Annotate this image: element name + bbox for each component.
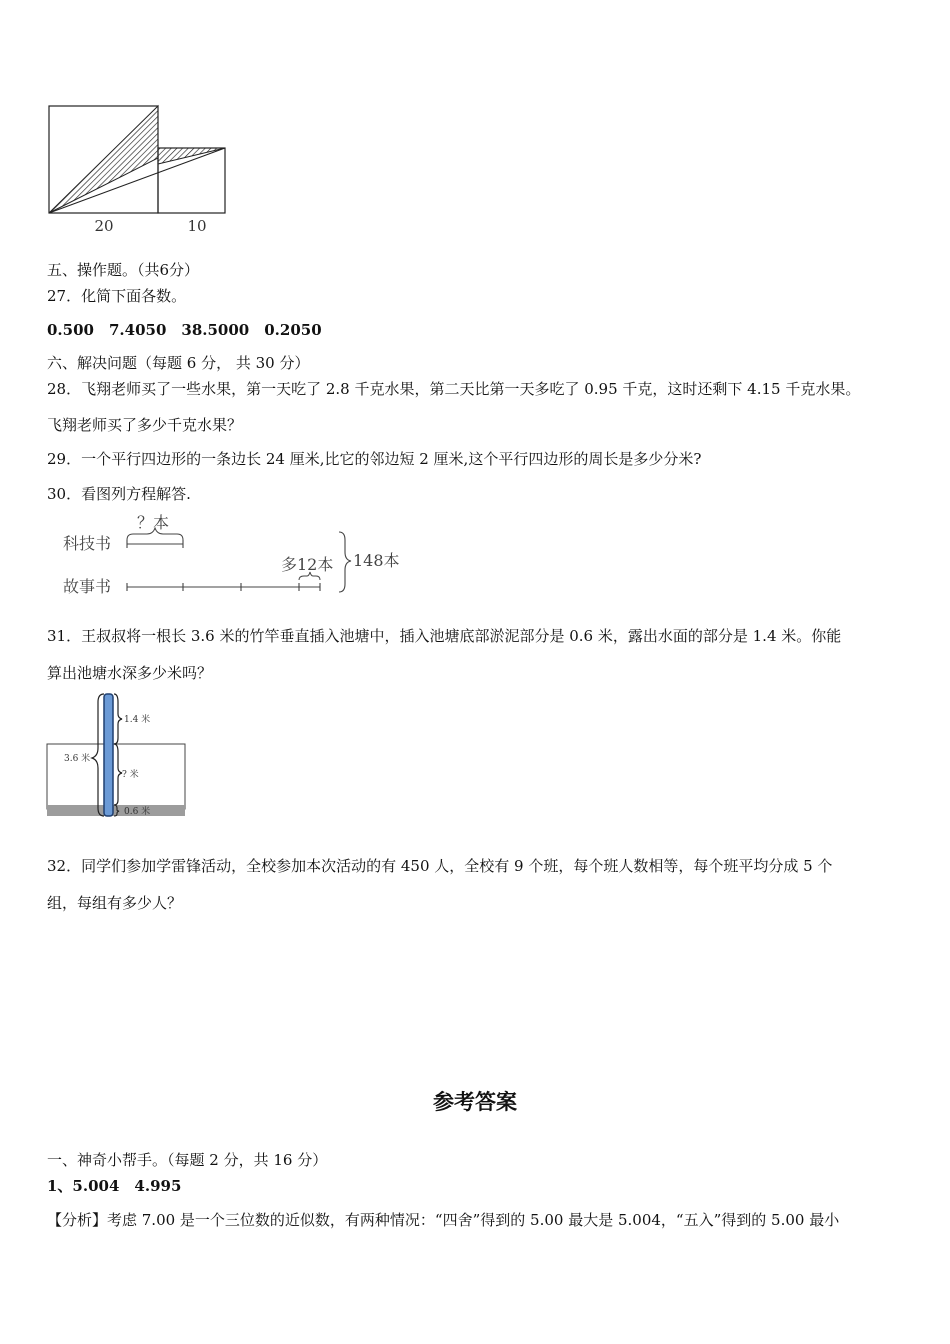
hatched-triangle-small xyxy=(158,148,225,164)
bamboo-pole xyxy=(104,694,113,816)
books-line-diagram xyxy=(55,508,415,600)
answer-1: 1、5.004 4.995 xyxy=(47,1177,182,1195)
label-10: 10 xyxy=(187,217,207,235)
question-31-line2: 算出池塘水深多少米吗？ xyxy=(47,664,213,682)
row-label-story: 故事书 xyxy=(63,577,112,596)
section-5-heading: 五、操作题。（共6分） xyxy=(47,261,200,279)
answer-section-1-heading: 一、神奇小帮手。（每题 2 分，共 16 分） xyxy=(47,1151,328,1169)
above-water-label: 1.4 米 xyxy=(124,715,151,725)
label-20: 20 xyxy=(94,217,114,235)
question-31-line1: 31．王叔叔将一根长 3.6 米的竹竿垂直插入池塘中，插入池塘底部淤泥部分是 0.6 米，露出水面的部分是 1.4 米。你能 xyxy=(47,627,842,645)
answer-1-analysis: 【分析】考虑 7.00 是一个三位数的近似数，有两种情况：“四舍”得到的 5.00 最大是 5.004，“五入”得到的 5.00 最小 xyxy=(47,1211,840,1229)
section-6-heading: 六、解决问题（每题 6 分， 共 30 分） xyxy=(47,354,310,372)
answer-key-title: 参考答案 xyxy=(433,1089,517,1114)
question-32-line1: 32．同学们参加学雷锋活动，全校参加本次活动的有 450 人，全校有 9 个班，每个班人数相等，每个班平均分成 5 个 xyxy=(47,857,833,875)
hatched-triangle-large xyxy=(49,106,158,213)
question-27: 27．化简下面各数。 xyxy=(47,287,187,305)
question-32-line2: 组，每组有多少人？ xyxy=(47,894,183,912)
total-length-label: 3.6 米 xyxy=(64,754,91,764)
water-depth-label: ? 米 xyxy=(122,770,139,780)
mud-depth-label: 0.6 米 xyxy=(124,807,151,817)
question-30: 30．看图列方程解答. xyxy=(47,485,191,503)
row-label-science: 科技书 xyxy=(63,534,112,553)
question-28-line1: 28．飞翔老师买了一些水果，第一天吃了 2.8 千克水果，第二天比第一天多吃了 0.95 千克，这时还剩下 4.15 千克水果。 xyxy=(47,380,861,398)
total-148-label: 148本 xyxy=(353,551,400,570)
question-28-line2: 飞翔老师买了多少千克水果？ xyxy=(47,416,243,434)
pond-mud xyxy=(47,805,185,816)
extra-12-label: 多12本 xyxy=(281,555,334,574)
question-27-numbers: 0.500 7.4050 38.5000 0.2050 xyxy=(47,321,322,339)
question-29: 29．一个平行四边形的一条边长 24 厘米,比它的邻边短 2 厘米,这个平行四边形的周长是多少分米? xyxy=(47,450,702,468)
unknown-books-label: ？本 xyxy=(137,513,170,532)
pond-bamboo-diagram xyxy=(44,690,194,820)
hatched-triangle-figure xyxy=(40,98,240,238)
